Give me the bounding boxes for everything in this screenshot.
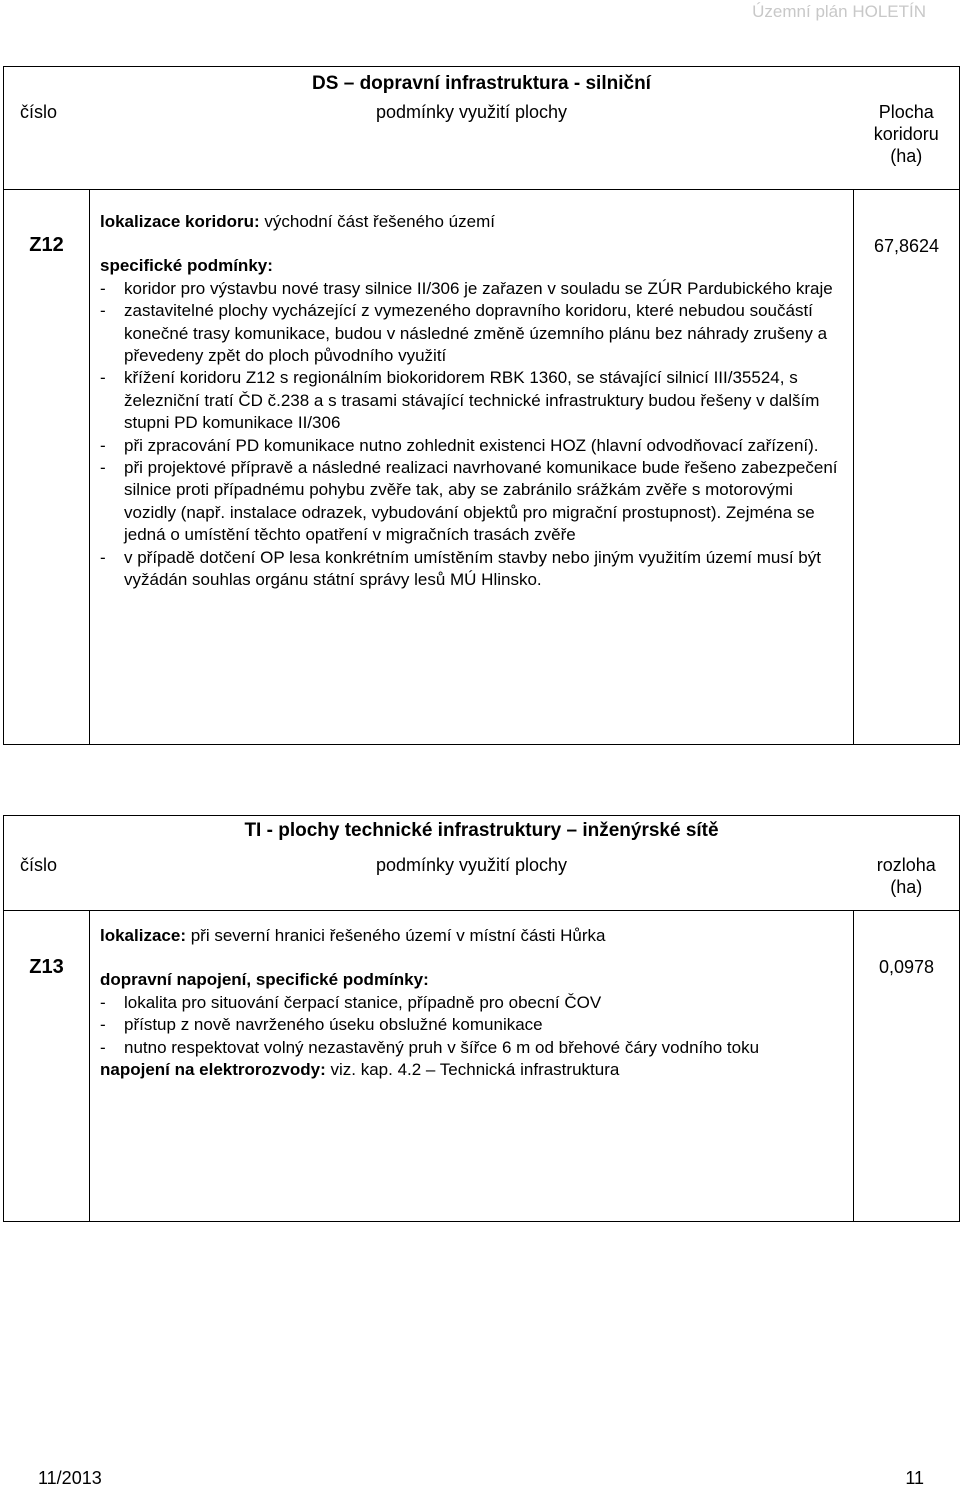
list-item: - nutno respektovat volný nezastavěný pruh v šířce 6 m od břehové čáry vodního toku [100, 1037, 760, 1057]
col-header-area: rozloha (ha) [854, 846, 960, 911]
ds-zone-table [3, 66, 960, 745]
elec-text: viz. kap. 4.2 – Technická infrastruktura [325, 1060, 620, 1080]
col-header-number: číslo [4, 846, 90, 911]
footer-date: 11/2013 [38, 1468, 102, 1488]
col-header-conditions: podmínky využití plochy [90, 101, 854, 190]
zone-id: Z12 [4, 190, 90, 745]
col-header-conditions: podmínky využití plochy [90, 846, 854, 911]
list-item: - lokalita pro situování čerpací stanice, případně pro obecní ČOV [100, 992, 602, 1012]
loc-label: lokalizace koridoru: [100, 212, 260, 231]
spec-label: specifické podmínky: [100, 256, 273, 276]
loc-text: při severní hranici řešeného území v místní části Hůrka [186, 926, 606, 945]
loc-label: lokalizace: [100, 926, 186, 945]
table-title: DS – dopravní infrastruktura - silniční [4, 67, 960, 102]
list-item: - koridor pro výstavbu nové trasy silnice II/306 je zařazen v souladu se ZÚR Pardubického kraje [100, 278, 833, 298]
list-item: - při zpracování PD komunikace nutno zohlednit existenci HOZ (hlavní odvodňovací zařízení). [100, 435, 819, 455]
spec-label: dopravní napojení, specifické podmínky: [100, 970, 429, 990]
ti-zone-table [3, 815, 960, 1222]
zone-area: 67,8624 [854, 190, 960, 745]
col-header-number: číslo [4, 101, 90, 190]
list-item: - při projektové přípravě a následné realizaci navrhované komunikace bude řešeno zabezpečení silnice proti případnému pohybu zvěře tak, aby se zabránilo srážkám zvěře s motorovými vozidly (např. instalace odrazek, vybudování objektů pro migrační prostupnost). Zejména se jedná o umístění těchto opatření v migračních trasách zvěře [100, 458, 838, 545]
zone-conditions [90, 911, 854, 1222]
list-item: - zastavitelné plochy vycházející z vymezeného dopravního koridoru, které nebudou součástí konečné trasy komunikace, budou v následné změně územního plánu bez náhrady zrušeny a převedeny zpět do ploch původního využití [100, 301, 828, 366]
table-title: TI - plochy technické infrastruktury – inženýrské sítě [4, 816, 960, 847]
zone-area: 0,0978 [854, 911, 960, 1222]
elec-label: napojení na elektrorozvody: [100, 1060, 326, 1080]
zone-conditions [90, 190, 854, 745]
col-header-area: Plocha koridoru (ha) [854, 101, 960, 190]
document-header-title: Územní plán HOLETÍN [752, 2, 926, 21]
loc-text: východní část řešeného území [259, 212, 495, 231]
zone-id: Z13 [4, 911, 90, 1222]
list-item: - křížení koridoru Z12 s regionálním biokoridorem RBK 1360, se stávající silnicí III/35524, s železniční tratí ČD č.238 a s trasami stávající technické infrastruktury budou řešeny v dalším stupni PD komunikace II/306 [100, 368, 820, 433]
list-item: - přístup z nově navrženého úseku obslužné komunikace [100, 1015, 543, 1035]
list-item: - v případě dotčení OP lesa konkrétním umístěním stavby nebo jiným využitím území musí být vyžádán souhlas orgánu státní správy lesů MÚ Hlinsko. [100, 547, 821, 590]
footer-page-number: 11 [905, 1468, 924, 1488]
